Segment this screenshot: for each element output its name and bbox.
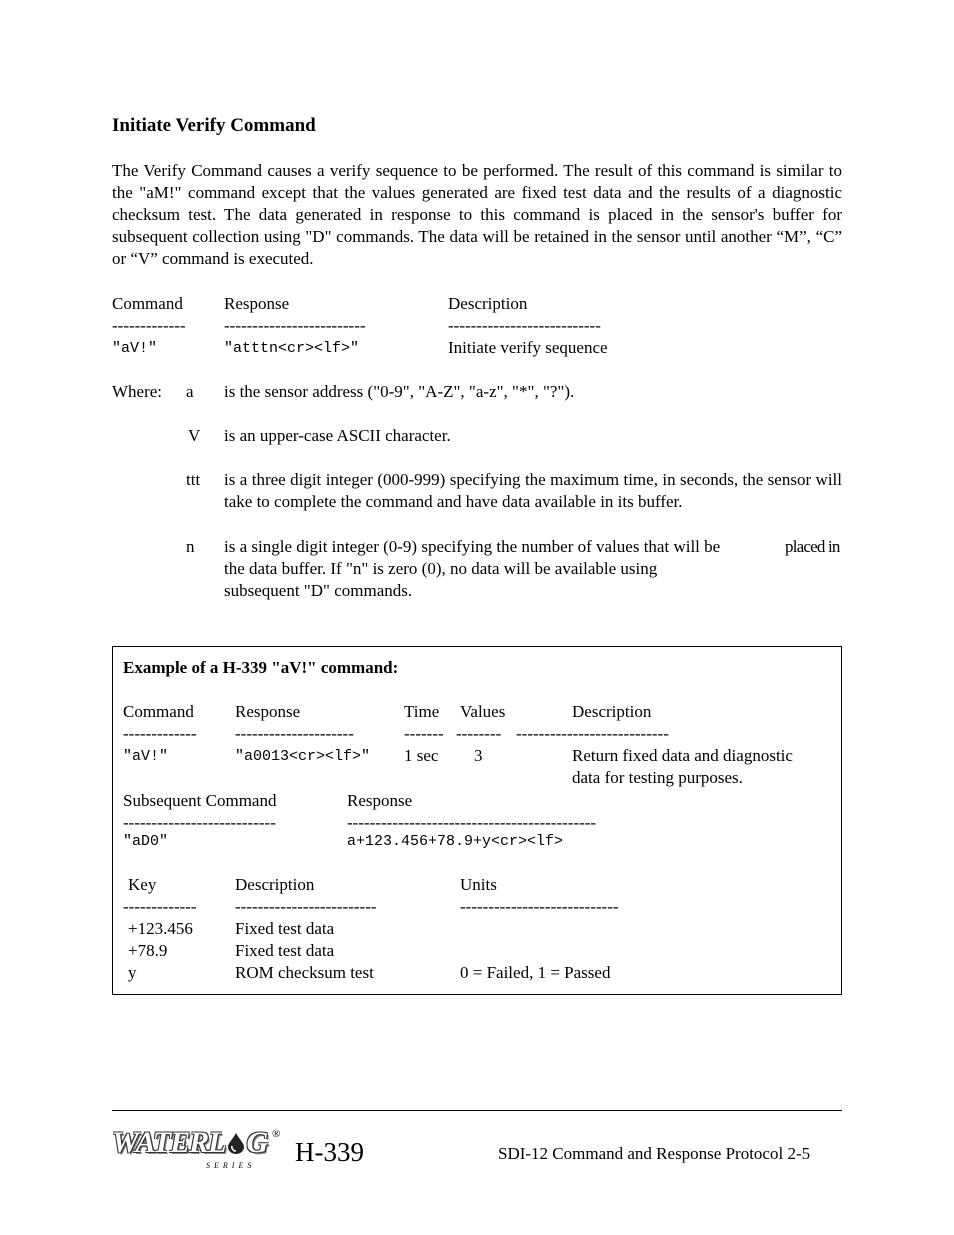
where-key-ttt: ttt [186, 470, 201, 489]
example-header-values: Values [460, 702, 506, 721]
command-table-divider: ------------------------- [224, 316, 366, 335]
example-description-line1: Return fixed data and diagnostic [572, 746, 793, 765]
key-row-description: Fixed test data [235, 919, 335, 938]
key-row-description: ROM checksum test [235, 963, 374, 982]
subsequent-divider: -------------------------------------------- [347, 813, 597, 832]
logo-word-l: L [208, 1126, 227, 1159]
key-divider: ------------------------- [235, 897, 377, 916]
example-command: "aV!" [123, 748, 169, 765]
where-text-n-line1-end: placed in [785, 537, 840, 556]
example-header-description: Description [572, 702, 652, 721]
where-label: Where: [112, 382, 163, 401]
example-header-command: Command [123, 702, 194, 721]
example-divider: --------------------------- [516, 724, 669, 743]
command-table-command: "aV!" [112, 340, 158, 357]
page-label: SDI-12 Command and Response Protocol 2-5 [498, 1144, 811, 1163]
key-row-units: 0 = Failed, 1 = Passed [460, 963, 611, 982]
subsequent-header-response: Response [347, 791, 413, 810]
example-divider: -------- [456, 724, 502, 743]
example-divider: ------- [404, 724, 444, 743]
where-text-n-line2: the data buffer. If "n" is zero (0), no data will be available using [224, 559, 658, 578]
where-text-ttt: is a three digit integer (000-999) specifying the maximum time, in seconds, the sensor will take to complete the command and have data available in its buffer. [224, 470, 842, 511]
key-row-description: Fixed test data [235, 941, 335, 960]
subsequent-response: a+123.456+78.9+y<cr><lf> [347, 833, 564, 850]
section-heading: Initiate Verify Command [112, 115, 316, 136]
command-table-divider: ------------- [112, 316, 186, 335]
key-divider: ---------------------------- [460, 897, 619, 916]
subsequent-header-command: Subsequent Command [123, 791, 277, 810]
example-header-response: Response [235, 702, 301, 721]
model-number: H-339 [295, 1137, 364, 1167]
command-table-header-command: Command [112, 294, 183, 313]
where-key-n: n [186, 537, 195, 556]
footer-divider [112, 1110, 842, 1111]
key-row-key: y [128, 963, 137, 982]
key-row-key: +123.456 [128, 919, 193, 938]
where-text-v: is an upper-case ASCII character. [224, 426, 451, 445]
example-divider: --------------------- [235, 724, 354, 743]
command-table-divider: --------------------------- [448, 316, 601, 335]
logo-word-water: WATER [112, 1126, 209, 1159]
key-divider: ------------- [123, 897, 197, 916]
key-header-description: Description [235, 875, 315, 894]
where-key-v: V [188, 426, 201, 445]
logo-registered-mark: ® [272, 1128, 281, 1140]
where-text-n-line3: subsequent "D" commands. [224, 581, 413, 600]
logo-series: SERIES [206, 1161, 256, 1170]
example-header-time: Time [404, 702, 440, 721]
command-table-header-description: Description [448, 294, 528, 313]
waterlog-logo [112, 1128, 268, 1158]
where-text-a: is the sensor address ("0-9", "A-Z", "a-z", "*", "?"). [224, 382, 575, 401]
key-header-key: Key [128, 875, 157, 894]
subsequent-divider: --------------------------- [123, 813, 276, 832]
subsequent-command: "aD0" [123, 833, 169, 850]
logo-word-g: G [246, 1126, 269, 1159]
example-title: Example of a H-339 "aV!" command: [123, 658, 399, 677]
example-response: "a0013<cr><lf>" [235, 748, 371, 765]
where-key-a: a [186, 382, 194, 401]
command-table-header-response: Response [224, 294, 290, 313]
key-row-key: +78.9 [128, 941, 168, 960]
key-header-units: Units [460, 875, 497, 894]
intro-paragraph: The Verify Command causes a verify sequence to be performed. The result of this command is similar to the "aM!" command except that the values generated are fixed test data and the results of a diagnostic checksum test. The data generated in response to this command is placed in the sensor's buffer for subsequent collection using "D" commands. The data will be retained in the sensor until another “M”, “C” or “V” command is executed. [112, 161, 842, 268]
example-divider: ------------- [123, 724, 197, 743]
command-table-response: "atttn<cr><lf>" [224, 340, 360, 357]
example-description-line2: data for testing purposes. [572, 768, 743, 787]
where-text-n-line1: is a single digit integer (0-9) specifying the number of values that will be [224, 537, 721, 556]
example-time: 1 sec [404, 746, 439, 765]
example-values: 3 [474, 746, 483, 765]
water-drop-icon [226, 1137, 246, 1156]
command-table-description: Initiate verify sequence [448, 338, 608, 357]
